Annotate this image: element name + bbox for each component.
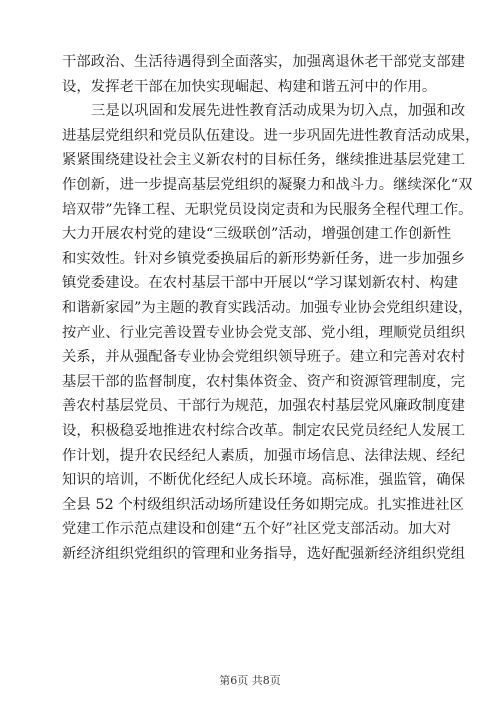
text-line: 培双带”先锋工程、无职党员设岗定责和为民服务全程代理工作。 (62, 201, 473, 218)
text-line: 镇党委建设。在农村基层干部中开展以“学习谋划新农村、构建 (62, 275, 459, 292)
text-line: 进基层党组织和党员队伍建设。进一步巩固先进性教育活动成果， (62, 127, 480, 144)
text-line: 基层干部的监督制度，农村集体资金、资产和资源管理制度，完 (62, 373, 466, 390)
text-line: 关系，并从强配备专业协会党组织领导班子。建立和完善对农村 (62, 349, 466, 366)
text-line: 大力开展农村党的建设“三级联创”活动，增强创建工作创新性 (62, 226, 452, 243)
text-line: 作创新，进一步提高基层党组织的凝聚力和战斗力。继续深化“双 (62, 176, 473, 193)
text-line: 设，发挥老干部在加快实现崛起、构建和谐五河中的作用。 (62, 78, 437, 95)
text-line: 按产业、行业完善设置专业协会党支部、党小组，理顺党员组织 (62, 324, 466, 341)
document-body (62, 50, 480, 566)
page-footer: 第6页 共8页 (219, 674, 281, 687)
text-line: 和谐新家园”为主题的教育实践活动。加强专业协会党组织建设， (62, 299, 473, 316)
text-line: 善农村基层党员、干部行为规范，加强农村基层党风廉政制度建 (62, 398, 466, 415)
text-line: 知识的培训，不断优化经纪人成长环境。高标准，强监管，确保 (62, 472, 466, 489)
text-line: 作计划，提升农民经纪人素质，加强市场信息、法律法规、经纪 (62, 447, 466, 464)
text-line: 紧紧围绕建设社会主义新农村的目标任务，继续推进基层党建工 (62, 152, 466, 169)
text-line: 和实效性。针对乡镇党委换届后的新形势新任务，进一步加强乡 (62, 250, 466, 267)
paragraph-first-line: 三是以巩固和发展先进性教育活动成果为切入点，加强和改 (91, 103, 466, 120)
text-line: 新经济组织党组织的管理和业务指导，选好配强新经济组织党组 (62, 545, 466, 562)
text-line: 干部政治、生活待遇得到全面落实，加强离退休老干部党支部建 (62, 54, 466, 70)
text-line: 全县 52 个村级组织活动场所建设任务如期完成。扎实推进社区 (62, 496, 464, 513)
text-line: 设，积极稳妥地推进农村综合改革。制定农民党员经纪人发展工 (62, 422, 466, 439)
text-line: 党建工作示范点建设和创建“五个好”社区党支部活动。加大对 (62, 521, 452, 538)
